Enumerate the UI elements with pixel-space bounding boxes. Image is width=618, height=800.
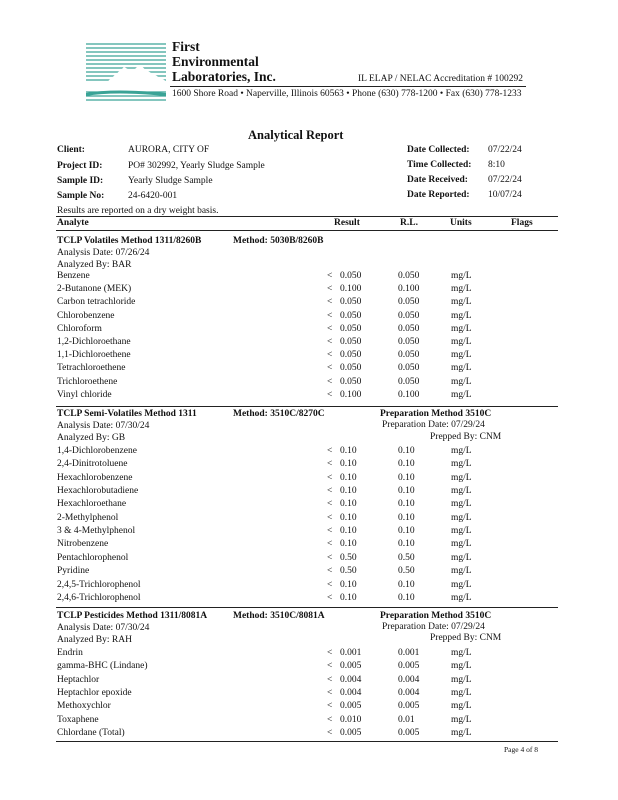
units-value: mg/L — [451, 552, 472, 563]
result-qualifier: < — [327, 714, 333, 725]
reporting-limit: 0.050 — [398, 323, 420, 334]
analyte-name: 1,2-Dichloroethane — [57, 337, 131, 347]
units-value: mg/L — [451, 323, 472, 334]
reporting-limit: 0.100 — [398, 284, 420, 295]
result-value: 0.10 — [340, 499, 357, 510]
reporting-limit: 0.10 — [398, 472, 415, 483]
table-row — [57, 337, 557, 350]
prepped-by: Prepped By: CNM — [430, 633, 502, 643]
reporting-limit: 0.10 — [398, 499, 415, 510]
result-value: 0.010 — [340, 714, 362, 725]
result-value: 0.050 — [340, 323, 362, 334]
result-qualifier: < — [327, 363, 333, 374]
result-qualifier: < — [327, 526, 333, 537]
col-rl: R.L. — [400, 218, 418, 228]
result-value: 0.10 — [340, 446, 357, 456]
prep-date: Preparation Date: 07/29/24 — [382, 622, 485, 632]
result-value: 0.050 — [340, 376, 362, 387]
table-row — [57, 688, 557, 701]
analyzed-by: Analyzed By: RAH — [57, 635, 132, 645]
company-name-line-3: Laboratories, Inc. — [172, 69, 276, 84]
analyte-name: 2-Methylphenol — [57, 512, 119, 523]
section-method: Method: 3510C/8081A — [233, 611, 325, 621]
table-top-rule — [56, 216, 558, 217]
units-value: mg/L — [451, 389, 472, 400]
section-title: TCLP Semi-Volatiles Method 1311 — [57, 409, 197, 419]
section-title: TCLP Volatiles Method 1311/8260B — [57, 236, 202, 246]
reporting-limit: 0.004 — [398, 674, 420, 685]
table-row — [57, 526, 557, 539]
result-qualifier: < — [327, 499, 333, 510]
reporting-limit: 0.100 — [398, 389, 420, 400]
reporting-limit: 0.10 — [398, 486, 415, 497]
result-value: 0.050 — [340, 350, 362, 361]
result-qualifier: < — [327, 674, 333, 685]
page-number: Page 4 of 8 — [504, 745, 538, 754]
analyzed-by: Analyzed By: GB — [57, 433, 126, 443]
basis-note: Results are reported on a dry weight basis. — [57, 206, 219, 216]
analyte-name: Trichloroethene — [57, 376, 118, 387]
date-received-label: Date Received: — [407, 175, 468, 185]
reporting-limit: 0.50 — [398, 552, 415, 563]
table-row — [57, 311, 557, 324]
reporting-limit: 0.005 — [398, 701, 420, 712]
result-qualifier: < — [327, 350, 333, 361]
units-value: mg/L — [451, 446, 472, 456]
analyte-name: 2-Butanone (MEK) — [57, 284, 132, 295]
analysis-date: Analysis Date: 07/26/24 — [57, 248, 150, 258]
reporting-limit: 0.050 — [398, 310, 420, 321]
table-row — [57, 593, 557, 606]
date-received-value: 07/22/24 — [488, 175, 522, 185]
result-qualifier: < — [327, 579, 333, 590]
table-row — [57, 661, 557, 674]
table-row — [57, 446, 557, 459]
result-value: 0.005 — [340, 728, 362, 739]
result-qualifier: < — [327, 284, 333, 295]
company-address: 1600 Shore Road • Naperville, Illinois 60563 • Phone (630) 778-1200 • Fax (630) 778-1233 — [172, 89, 522, 99]
analyte-name: Toxaphene — [57, 714, 99, 725]
client-label: Client: — [57, 145, 85, 155]
table-row — [57, 499, 557, 512]
company-name-line-1: First — [172, 39, 200, 54]
table-row — [57, 363, 557, 376]
reporting-limit: 0.10 — [398, 539, 415, 550]
reporting-limit: 0.050 — [398, 376, 420, 387]
units-value: mg/L — [451, 688, 472, 699]
sample-id-value: Yearly Sludge Sample — [128, 176, 213, 186]
units-value: mg/L — [451, 539, 472, 550]
analyte-name: Heptachlor — [57, 674, 100, 685]
analyte-name: Chloroform — [57, 323, 102, 334]
analysis-date: Analysis Date: 07/30/24 — [57, 421, 150, 431]
reporting-limit: 0.050 — [398, 297, 420, 308]
date-collected-value: 07/22/24 — [488, 145, 522, 155]
section-method: Method: 3510C/8270C — [233, 409, 325, 419]
result-qualifier: < — [327, 566, 333, 577]
result-value: 0.050 — [340, 297, 362, 308]
time-collected-label: Time Collected: — [407, 160, 472, 170]
table-row — [57, 486, 557, 499]
analyte-name: 1,4-Dichlorobenzene — [57, 446, 137, 456]
accreditation: IL ELAP / NELAC Accreditation # 100292 — [358, 74, 523, 84]
report-title: Analytical Report — [248, 128, 344, 142]
units-value: mg/L — [451, 486, 472, 497]
date-reported-value: 10/07/24 — [488, 190, 522, 200]
analyte-name: Chlordane (Total) — [57, 728, 125, 739]
units-value: mg/L — [451, 661, 472, 672]
client-value: AURORA, CITY OF — [128, 145, 210, 155]
result-value: 0.001 — [340, 648, 362, 658]
analyte-name: 3 & 4-Methylphenol — [57, 526, 136, 537]
reporting-limit: 0.050 — [398, 271, 420, 281]
result-qualifier: < — [327, 323, 333, 334]
prep-method: Preparation Method 3510C — [380, 409, 492, 419]
reporting-limit: 0.10 — [398, 512, 415, 523]
reporting-limit: 0.001 — [398, 648, 420, 658]
analyte-name: gamma-BHC (Lindane) — [57, 661, 148, 672]
table-row — [57, 271, 557, 284]
col-units: Units — [450, 218, 472, 228]
analyte-name: Pyridine — [57, 566, 90, 577]
units-value: mg/L — [451, 310, 472, 321]
table-row — [57, 350, 557, 363]
result-value: 0.10 — [340, 512, 357, 523]
result-value: 0.005 — [340, 661, 362, 672]
units-value: mg/L — [451, 376, 472, 387]
table-row — [57, 580, 557, 593]
analyte-name: Chlorobenzene — [57, 310, 115, 321]
analyte-name: 2,4-Dinitrotoluene — [57, 459, 128, 470]
analyte-name: Vinyl chloride — [57, 389, 112, 400]
analyte-name: Pentachlorophenol — [57, 552, 129, 563]
reporting-limit: 0.004 — [398, 688, 420, 699]
analyte-name: 2,4,5-Trichlorophenol — [57, 579, 141, 590]
result-value: 0.10 — [340, 486, 357, 497]
date-reported-label: Date Reported: — [407, 190, 470, 200]
sample-no-value: 24-6420-001 — [128, 191, 178, 201]
units-value: mg/L — [451, 350, 472, 361]
table-row — [57, 566, 557, 579]
sample-no-label: Sample No: — [57, 191, 105, 201]
table-bottom-rule — [56, 741, 558, 742]
units-value: mg/L — [451, 271, 472, 281]
prep-method: Preparation Method 3510C — [380, 611, 492, 621]
col-analyte: Analyte — [57, 218, 89, 228]
table-row — [57, 473, 557, 486]
units-value: mg/L — [451, 284, 472, 295]
result-qualifier: < — [327, 472, 333, 483]
section-title: TCLP Pesticides Method 1311/8081A — [57, 611, 208, 621]
reporting-limit: 0.050 — [398, 337, 420, 347]
units-value: mg/L — [451, 499, 472, 510]
reporting-limit: 0.005 — [398, 661, 420, 672]
result-qualifier: < — [327, 539, 333, 550]
table-row — [57, 539, 557, 552]
reporting-limit: 0.10 — [398, 579, 415, 590]
result-value: 0.050 — [340, 310, 362, 321]
table-row — [57, 390, 557, 403]
analyte-name: Heptachlor epoxide — [57, 688, 132, 699]
col-flags: Flags — [511, 218, 533, 228]
units-value: mg/L — [451, 566, 472, 577]
units-value: mg/L — [451, 592, 472, 603]
result-qualifier: < — [327, 728, 333, 739]
reporting-limit: 0.10 — [398, 526, 415, 537]
result-value: 0.050 — [340, 337, 362, 347]
units-value: mg/L — [451, 297, 472, 308]
analyte-name: Nitrobenzene — [57, 539, 109, 550]
units-value: mg/L — [451, 337, 472, 347]
analyzed-by: Analyzed By: BAR — [57, 260, 132, 270]
reporting-limit: 0.01 — [398, 714, 415, 725]
result-qualifier: < — [327, 459, 333, 470]
analyte-name: Endrin — [57, 648, 83, 658]
result-qualifier: < — [327, 446, 333, 456]
result-qualifier: < — [327, 701, 333, 712]
units-value: mg/L — [451, 459, 472, 470]
result-qualifier: < — [327, 648, 333, 658]
units-value: mg/L — [451, 648, 472, 658]
header-rule — [170, 86, 526, 87]
prep-date: Preparation Date: 07/29/24 — [382, 420, 485, 430]
reporting-limit: 0.10 — [398, 459, 415, 470]
result-value: 0.004 — [340, 674, 362, 685]
result-qualifier: < — [327, 661, 333, 672]
table-row — [57, 648, 557, 661]
units-value: mg/L — [451, 579, 472, 590]
result-value: 0.50 — [340, 566, 357, 577]
result-qualifier: < — [327, 486, 333, 497]
project-id-label: Project ID: — [57, 161, 103, 171]
result-value: 0.100 — [340, 389, 362, 400]
table-row — [57, 284, 557, 297]
result-qualifier: < — [327, 512, 333, 523]
table-row — [57, 701, 557, 714]
section-method: Method: 5030B/8260B — [233, 236, 324, 246]
table-row — [57, 324, 557, 337]
units-value: mg/L — [451, 701, 472, 712]
units-value: mg/L — [451, 363, 472, 374]
analyte-name: Hexachlorobutadiene — [57, 486, 139, 497]
analyte-name: Methoxychlor — [57, 701, 111, 712]
units-value: mg/L — [451, 674, 472, 685]
table-row — [57, 715, 557, 728]
result-qualifier: < — [327, 271, 333, 281]
analyte-name: 1,1-Dichloroethene — [57, 350, 131, 361]
result-value: 0.10 — [340, 526, 357, 537]
reporting-limit: 0.005 — [398, 728, 420, 739]
units-value: mg/L — [451, 512, 472, 523]
reporting-limit: 0.10 — [398, 592, 415, 603]
result-value: 0.10 — [340, 472, 357, 483]
result-value: 0.50 — [340, 552, 357, 563]
analyte-name: Hexachloroethane — [57, 499, 127, 510]
result-qualifier: < — [327, 310, 333, 321]
units-value: mg/L — [451, 714, 472, 725]
analyte-name: 2,4,6-Trichlorophenol — [57, 592, 141, 603]
result-qualifier: < — [327, 376, 333, 387]
result-value: 0.10 — [340, 459, 357, 470]
col-result: Result — [334, 218, 360, 228]
section-rule — [56, 607, 558, 608]
analyte-name: Carbon tetrachloride — [57, 297, 136, 308]
table-row — [57, 728, 557, 741]
sample-id-label: Sample ID: — [57, 176, 104, 186]
table-row — [57, 377, 557, 390]
result-qualifier: < — [327, 552, 333, 563]
result-qualifier: < — [327, 592, 333, 603]
analyte-name: Tetrachloroethene — [57, 363, 126, 374]
result-value: 0.10 — [340, 579, 357, 590]
result-qualifier: < — [327, 688, 333, 699]
company-name-line-2: Environmental — [172, 54, 259, 69]
analyte-name: Hexachlorobenzene — [57, 472, 133, 483]
table-row — [57, 459, 557, 472]
result-value: 0.005 — [340, 701, 362, 712]
result-qualifier: < — [327, 297, 333, 308]
result-value: 0.004 — [340, 688, 362, 699]
result-value: 0.100 — [340, 284, 362, 295]
result-value: 0.050 — [340, 363, 362, 374]
company-logo-icon — [84, 41, 168, 105]
units-value: mg/L — [451, 526, 472, 537]
reporting-limit: 0.50 — [398, 566, 415, 577]
result-value: 0.050 — [340, 271, 362, 281]
units-value: mg/L — [451, 472, 472, 483]
table-row — [57, 513, 557, 526]
prepped-by: Prepped By: CNM — [430, 432, 502, 442]
reporting-limit: 0.050 — [398, 350, 420, 361]
time-collected-value: 8:10 — [488, 160, 505, 170]
result-value: 0.10 — [340, 592, 357, 603]
table-header-rule — [56, 230, 558, 231]
reporting-limit: 0.10 — [398, 446, 415, 456]
project-id-value: PO# 302992, Yearly Sludge Sample — [128, 161, 265, 171]
result-value: 0.10 — [340, 539, 357, 550]
result-qualifier: < — [327, 337, 333, 347]
units-value: mg/L — [451, 728, 472, 739]
reporting-limit: 0.050 — [398, 363, 420, 374]
date-collected-label: Date Collected: — [407, 145, 470, 155]
analyte-name: Benzene — [57, 271, 90, 281]
section-rule — [56, 406, 558, 407]
table-row — [57, 553, 557, 566]
result-qualifier: < — [327, 389, 333, 400]
table-row — [57, 675, 557, 688]
analysis-date: Analysis Date: 07/30/24 — [57, 623, 150, 633]
table-row — [57, 297, 557, 310]
